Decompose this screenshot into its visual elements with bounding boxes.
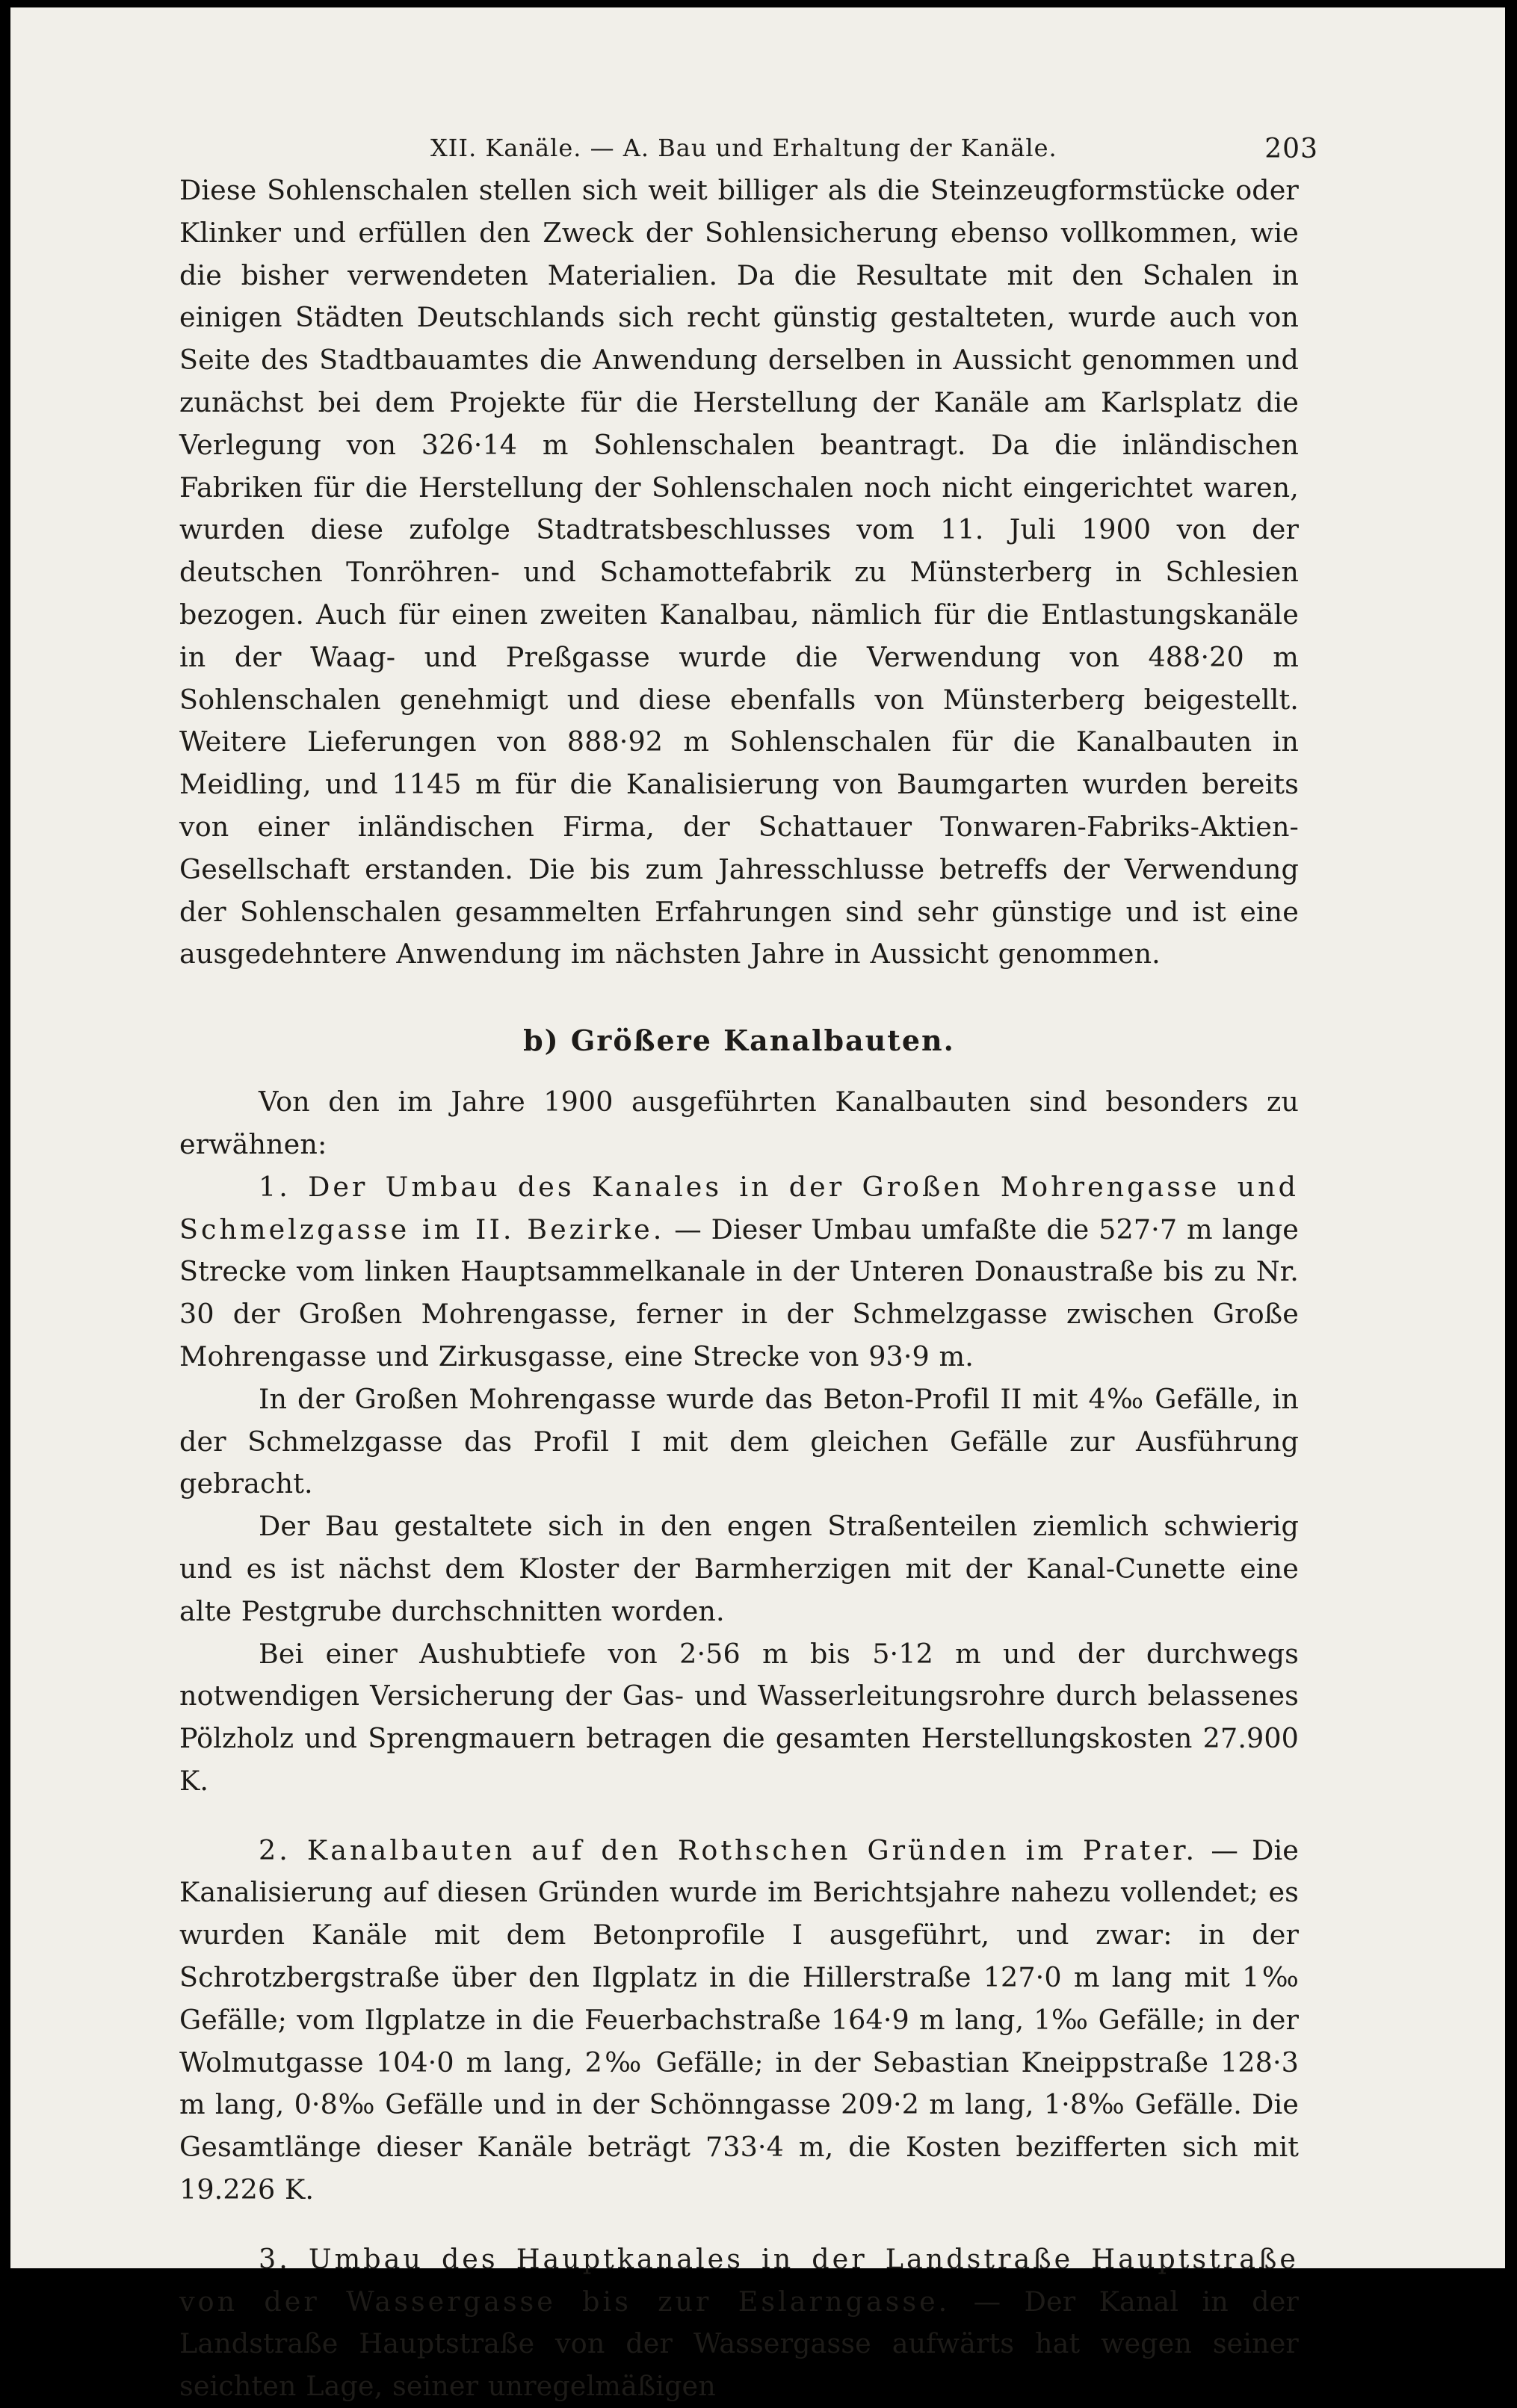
item-1-title: 1. Der Umbau des Kanales in der Großen Mohrengasse und Schmelzgasse im II. Bezirke. (179, 1170, 1299, 1245)
page-number: 203 (1264, 134, 1318, 164)
item-2-text: — Die Kanalisierung auf diesen Gründen wurde im Berichtsjahre nahezu vollendet; es wurden Kanäle mit dem Betonprofile I ausgeführt, und zwar: in der Schrotzbergstraße über den Ilgplatz in die Hillerstraße 127·0 m lang mit 1‰ Gefälle; vom Ilgplatze in die Feuerbachstraße 164·9 m lang, 1‰ Gefälle; in der Wolmutgasse 104·0 m lang, 2‰ Gefälle; in der Sebastian Kneippstraße 128·3 m lang, 0·8‰ Gefälle und in der Schönngasse 209·2 m lang, 1·8‰ Gefälle. Die Gesamtlänge dieser Kanäle beträgt 733·4 m, die Kosten bezifferten sich mit 19.226 K. (179, 1833, 1299, 2206)
item-2-paragraph (179, 1830, 1299, 2212)
section-heading: b) Größere Kanalbauten. (523, 1024, 955, 1058)
running-header-title: XII. Kanäle. — A. Bau und Erhaltung der Kanäle. (430, 134, 1057, 162)
item-1-profile-paragraph: In der Großen Mohrengasse wurde das Beton-Profil II mit 4‰ Gefälle, in der Schmelzgasse das Profil I mit dem gleichen Gefälle zur Ausführung gebracht. (179, 1382, 1299, 1500)
running-header (179, 131, 1318, 170)
item-1-construction-paragraph: Der Bau gestaltete sich in den engen Straßenteilen ziemlich schwierig und es ist nächst dem Kloster der Barmherzigen mit der Kanal-Cunette eine alte Pestgrube durchschnitten worden. (179, 1510, 1299, 1627)
item-3-text: — Der Kanal in der Landstraße Hauptstraße von der Wassergasse aufwärts hat wegen seiner seichten Lage, seiner unregelmäßigen (179, 2285, 1299, 2403)
item-1-cost-paragraph: Bei einer Aushubtiefe von 2·56 m bis 5·12 m und der durchwegs notwendigen Versicherung der Gas- und Wasserleitungsrohre durch belassenes Pölzholz und Sprengmauern betragen die gesamten Herstellungskosten 27.900 K. (179, 1637, 1299, 1797)
scanned-page (10, 7, 1505, 2403)
item-1-paragraph (179, 1166, 1299, 1378)
page-body (179, 131, 1318, 2408)
item-3-paragraph (179, 2238, 1299, 2408)
section-lead: Von den im Jahre 1900 ausgeführten Kanalbauten sind besonders zu erwähnen: (179, 1086, 1299, 1160)
item-1-text: — Dieser Umbau umfaßte die 527·7 m lange Strecke vom linken Hauptsammelkanale in der Unteren Donaustraße bis zu Nr. 30 der Großen Mohrengasse, ferner in der Schmelzgasse zwischen Große Mohrengasse und Zirkusgasse, eine Strecke von 93·9 m. (179, 1213, 1299, 1372)
item-2-title: 2. Kanalbauten auf den Rothschen Gründen im Prater. (259, 1833, 1198, 1866)
item-3-title: 3. Umbau des Hauptkanales in der Landstraße Hauptstraße von der Wassergasse bis zur Eslarngasse. (179, 2242, 1299, 2318)
intro-paragraph: Diese Sohlenschalen stellen sich weit billiger als die Steinzeugformstücke oder Klinker und erfüllen den Zweck der Sohlensicherung ebenso vollkommen, wie die bisher verwendeten Materialien. Da die Resultate mit den Schalen in einigen Städten Deutschlands sich recht günstig gestalteten, wurde auch von Seite des Stadtbauamtes die Anwendung derselben in Aussicht genommen und zunächst bei dem Projekte für die Herstellung der Kanäle am Karlsplatz die Verlegung von 326·14 m Sohlenschalen beantragt. Da die inländischen Fabriken für die Herstellung der Sohlenschalen noch nicht eingerichtet waren, wurden diese zufolge Stadtratsbeschlusses vom 11. Juli 1900 von der deutschen Tonröhren- und Schamottefabrik zu Münsterberg in Schlesien bezogen. Auch für einen zweiten Kanalbau, nämlich für die Entlastungskanäle in der Waag- und Preßgasse wurde die Verwendung von 488·20 m Sohlenschalen genehmigt und diese ebenfalls von Münsterberg beigestellt. Weitere Lieferungen von 888·92 m Sohlenschalen für die Kanalbauten in Meidling, und 1145 m für die Kanalisierung von Baumgarten wurden bereits von einer inländischen Firma, der Schattauer Tonwaren-Fabriks-Aktien-Gesellschaft erstanden. Die bis zum Jahresschlusse betreffs der Verwendung der Sohlenschalen gesammelten Erfahrungen sind sehr günstige und ist eine ausgedehntere Anwendung im nächsten Jahre in Aussicht genommen. (179, 174, 1299, 971)
